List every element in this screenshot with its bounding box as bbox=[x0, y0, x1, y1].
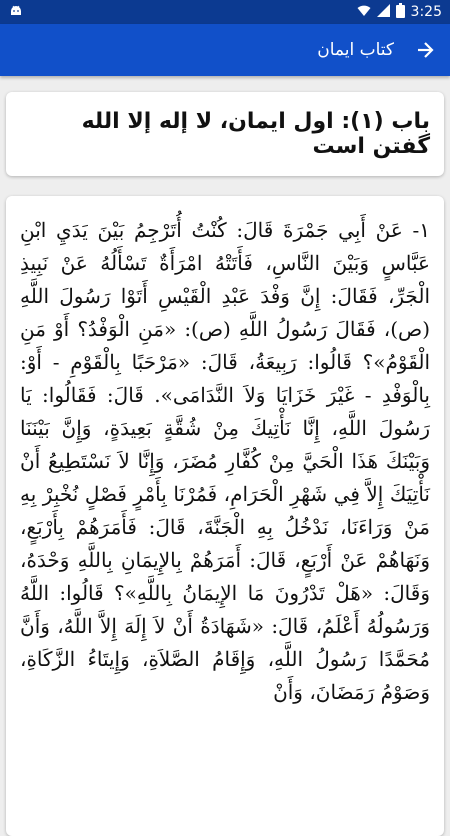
hadith-card[interactable] bbox=[6, 196, 444, 836]
chapter-title: باب (١): اول ايمان، لا إله إلا الله گفتن است bbox=[81, 109, 430, 159]
app-bar bbox=[0, 24, 450, 76]
status-bar bbox=[0, 0, 450, 24]
status-time: 3:25 bbox=[410, 4, 442, 20]
cell-signal-icon bbox=[377, 4, 390, 21]
chapter-card bbox=[6, 92, 444, 176]
battery-icon bbox=[396, 3, 405, 22]
arrow-right-icon[interactable] bbox=[414, 39, 436, 61]
app-title: كتاب ايمان bbox=[317, 40, 394, 60]
status-right bbox=[357, 3, 442, 22]
wifi-icon bbox=[357, 3, 371, 21]
hadith-text: ١- عَنْ أَبِي جَمْرَةَ قَالَ: كُنْتُ أُتَرْجِمُ بَيْنَ يَدَيِ ابْنِ عَبَّاسٍ وَبَيْنَ النَّاسِ، فَأَتَتْهُ امْرَأَةٌ تَسْأَلُهُ عَنْ نَبِيذِ الْجَرِّ، فَقَالَ: إِنَّ وَفْدَ عَبْدِ الْقَيْسِ أَتَوْا رَسُولَ اللَّهِ (ص)، فَقَالَ رَسُولُ اللَّهِ (ص): «مَنِ الْوَفْدُ؟ أَوْ مَنِ الْقَوْمُ»؟ قَالُوا: رَبِيعَةُ، قَالَ: «مَرْحَبًا بِالْقَوْمِ - أَوْ: بِالْوَفْدِ - غَيْرَ خَزَايَا وَلاَ النَّدَامَى». قَالَ: فَقَالُوا: يَا رَسُولَ اللَّهِ، إِنَّا نَأْتِيكَ مِنْ شُقَّةٍ بَعِيدَةٍ، وَإِنَّ بَيْنَنَا وَبَيْنَكَ هَذَا الْحَيَّ مِنْ كُفَّارِ مُضَرَ، وَإِنَّا لاَ نَسْتَطِيعُ أَنْ نَأْتِيَكَ إِلاَّ فِي شَهْرِ الْحَرَامِ، فَمُرْنَا بِأَمْرٍ فَصْلٍ نُخْبِرْ بِهِ مَنْ وَرَاءَنَا، نَدْخُلُ بِهِ الْجَنَّةَ، قَالَ: فَأَمَرَهُمْ بِأَرْبَعٍ، وَنَهَاهُمْ عَنْ أَرْبَعٍ، قَالَ: أَمَرَهُمْ بِالإِيمَانِ بِاللَّهِ وَحْدَهُ، وَقَالَ: «هَلْ تَدْرُونَ مَا الإِيمَانُ بِاللَّهِ»؟ قَالُوا: اللَّهُ وَرَسُولُهُ أَعْلَمُ، قَالَ: «شَهَادَةُ أَنْ لاَ إِلَهَ إِلاَّ اللَّهُ، وَأَنَّ مُحَمَّدًا رَسُولُ اللَّهِ، وَإِقَامُ الصَّلاَةِ، وَإِيتَاءُ الزَّكَاةِ، وَصَوْمُ رَمَضَانَ، وَأَنْ bbox=[20, 218, 430, 704]
android-notification-icon bbox=[8, 2, 24, 22]
status-left bbox=[8, 2, 24, 22]
